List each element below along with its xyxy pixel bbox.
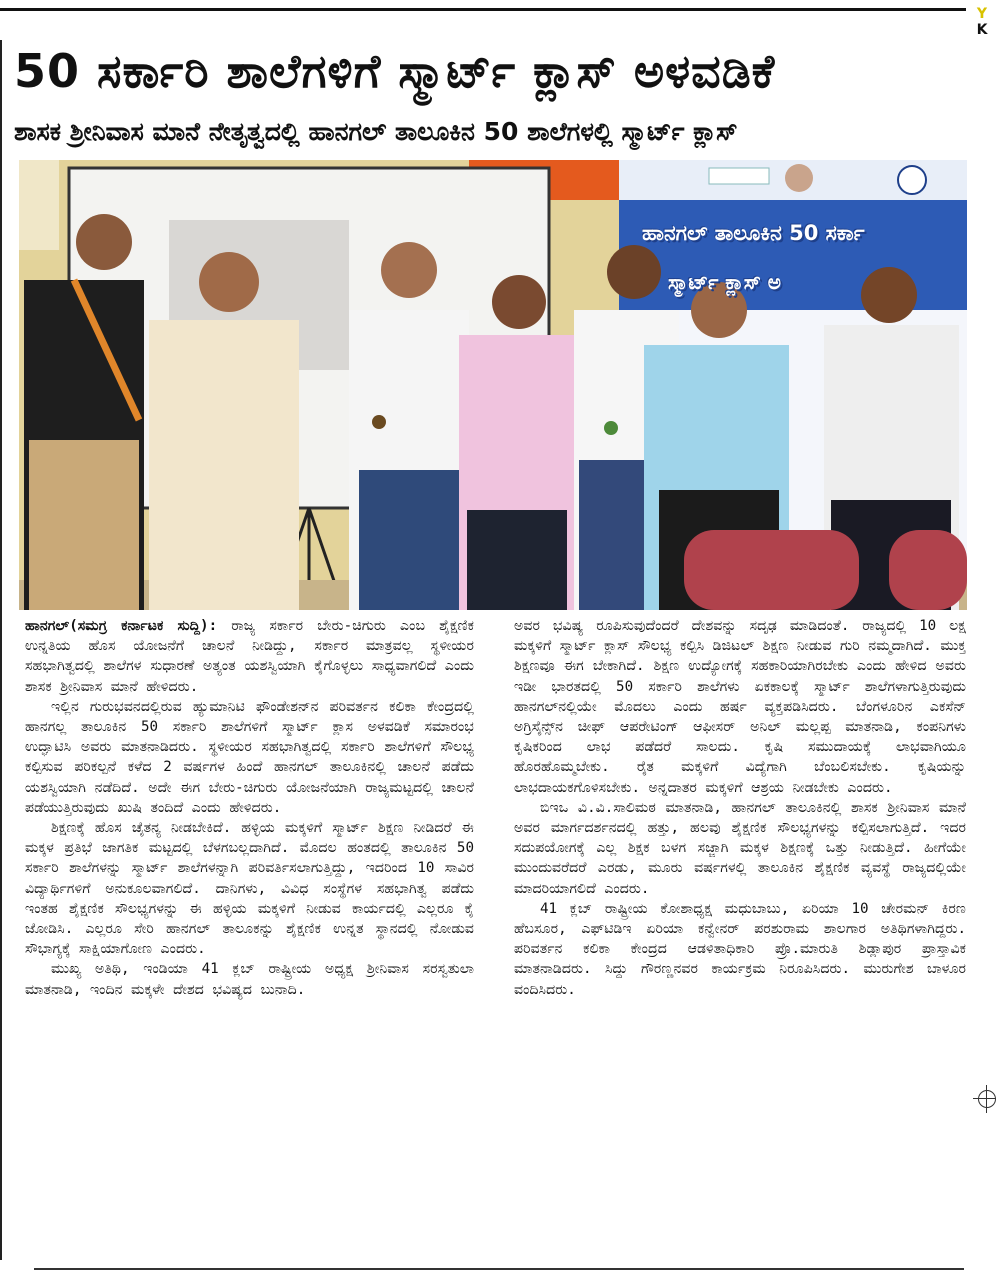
article-column-2 [514, 616, 966, 1261]
bottom-rule [34, 1268, 964, 1270]
dateline: ಹಾನಗಲ್(ಸಮಗ್ರ ಕರ್ನಾಟಕ ಸುದ್ದಿ): [25, 618, 218, 634]
subheadline: ಶಾಸಕ ಶ್ರೀನಿವಾಸ ಮಾನೆ ನೇತೃತ್ವದಲ್ಲಿ ಹಾನಗಲ್ ತಾಲೂಕಿನ 50 ಶಾಲೆಗಳಲ್ಲಿ ಸ್ಮಾರ್ಟ್ ಕ್ಲಾಸ್ [14, 117, 738, 146]
article-paragraph [25, 616, 474, 697]
article-paragraph: ಮುಖ್ಯ ಅತಿಥಿ, ಇಂಡಿಯಾ 41 ಕ್ಲಬ್ ರಾಷ್ಟ್ರೀಯ ಅಧ್ಯಕ್ಷ ಶ್ರೀನಿವಾಸ ಸರಸ್ವತುಲಾ ಮಾತನಾಡಿ, ಇಂದಿನ ಮಕ್ಕಳೇ ದೇಶದ ಭವಿಷ್ಯದ ಬುನಾದಿ. [25, 961, 474, 998]
left-column-rule [0, 40, 2, 1260]
article-paragraph: ಇಲ್ಲಿನ ಗುರುಭವನದಲ್ಲಿರುವ ಹ್ಯುಮಾನಿಟಿ ಫೌಂಡೇಶನ್‌ನ ಪರಿವರ್ತನ ಕಲಿಕಾ ಕೇಂದ್ರದಲ್ಲಿ ಹಾನಗಲ್ಲ ತಾಲೂಕಿನ 50 ಸರ್ಕಾರಿ ಶಾಲೆಗಳಿಗೆ ಸ್ಮಾರ್ಟ್ ಕ್ಲಾಸ ಅಳವಡಿಕೆ ಸಮಾರಂಭ ಉದ್ಘಾಟಿಸಿ ಅವರು ಮಾತನಾಡಿದರು. ಸ್ಥಳೀಯರ ಸಹಭಾಗಿತ್ವದಲ್ಲಿ ಸರ್ಕಾರಿ ಶಾಲೆಗಳಿಗೆ ಸೌಲಭ್ಯ ಕಲ್ಪಿಸುವ ಪರಿಕಲ್ಪನೆ ಕಳೆದ 2 ವರ್ಷಗಳ ಹಿಂದೆ ಹಾನಗಲ್ ತಾಲೂಕಿನಲ್ಲಿ ಚಾಲನೆ ಪಡೆದು ಯಶಸ್ವಿಯಾಗಿ ನಡೆದಿದೆ. ಅದೇ ಈಗ ಬೇರು-ಚಿಗುರು ಯೋಜನೆಯಾಗಿ ರಾಜ್ಯಮಟ್ಟದಲ್ಲಿ ಚಾಲನೆ ಪಡೆಯುತ್ತಿರುವುದು ಖುಷಿ ತಂದಿದೆ ಎಂದು ಹೇಳಿದರು. [25, 698, 474, 816]
top-rule [0, 8, 966, 11]
registration-k: K [976, 22, 988, 38]
registration-y: Y [976, 6, 988, 22]
crosshair-registration-icon [978, 1090, 996, 1108]
article-column-1 [25, 616, 474, 1261]
color-registration-marks [969, 6, 995, 38]
article-paragraph: ಅವರ ಭವಿಷ್ಯ ರೂಪಿಸುವುದೆಂದರೆ ದೇಶವನ್ನು ಸದೃಢ ಮಾಡಿದಂತೆ. ರಾಜ್ಯದಲ್ಲಿ 10 ಲಕ್ಷ ಮಕ್ಕಳಿಗೆ ಸ್ಮಾರ್ಟ್ ಕ್ಲಾಸ್ ಸೌಲಭ್ಯ ಕಲ್ಪಿಸಿ ಡಿಜಿಟಲ್ ಶಿಕ್ಷಣ ನೀಡುವ ಗುರಿ ನಮ್ಮದಾಗಿದೆ. ಮುಕ್ತ ಶಿಕ್ಷಣವೂ ಈಗ ಬೇಕಾಗಿದೆ. ಶಿಕ್ಷಣ ಉದ್ಯೋಗಕ್ಕೆ ಸಹಕಾರಿಯಾಗಿರಬೇಕು ಎಂದು ಹೇಳಿದ ಅವರು ಇಡೀ ಭಾರತದಲ್ಲಿ 50 ಸರ್ಕಾರಿ ಶಾಲೆಗಳು ಏಕಕಾಲಕ್ಕೆ ಸ್ಮಾರ್ಟ್ ಶಾಲೆಗಳಾಗುತ್ತಿರುವುದು ಹಾನಗಲ್‌ನಲ್ಲಿಯೇ ಮೊದಲು ಎಂದು ಹರ್ಷ ವ್ಯಕ್ತಪಡಿಸಿದರು. ಬೆಂಗಳೂರಿನ ಎಕಸೆನ್ ಅಗ್ರಿಸೈನ್ಸ್‌ನ ಚೀಫ್ ಆಪರೇಟಿಂಗ್ ಆಫೀಸರ್ ಅನಿಲ್ ಮಲ್ಲಪ್ಪ ಮಾತನಾಡಿ, ಕಂಪನಿಗಳು ಕೃಷಿಕರಿಂದ ಲಾಭ ಪಡೆದರೆ ಸಾಲದು. ಕೃಷಿ ಸಮುದಾಯಕ್ಕೆ ಲಾಭವಾಗಿಯೂ ಹೊರಹೊಮ್ಮಬೇಕು. ರೈತ ಮಕ್ಕಳಿಗೆ ವಿದ್ಯೆಗಾಗಿ ಬೆಂಬಲಿಸಬೇಕು. ಕೃಷಿಯನ್ನು ಲಾಭದಾಯಕಗೊಳಿಸಬೇಕು. ಅನ್ನದಾತರ ಮಕ್ಕಳಿಗೆ ಆಶ್ರಯ ನೀಡಬೇಕು ಎಂದರು. [514, 618, 966, 796]
article-paragraph: 41 ಕ್ಲಬ್ ರಾಷ್ಟ್ರೀಯ ಕೋಶಾಧ್ಯಕ್ಷ ಮಧುಬಾಬು, ಏರಿಯಾ 10 ಚೇರಮನ್ ಕಿರಣ ಹೆಬಸೂರ, ಎಫ್‌ಟಿಡಿಇ ಏರಿಯಾ ಕನ್ವೇನರ್ ಪರಶುರಾಮ ಶಾಲಗಾರ ಅತಿಥಿಗಳಾಗಿದ್ದರು. ಪರಿವರ್ತನ ಕಲಿಕಾ ಕೇಂದ್ರದ ಆಡಳಿತಾಧಿಕಾರಿ ಪ್ರೊ.ಮಾರುತಿ ಶಿಡ್ಲಾಪುರ ಪ್ರಾಸ್ತಾವಿಕ ಮಾತನಾಡಿದರು. ಸಿದ್ದು ಗೌರಣ್ಣನವರ ಕಾರ್ಯಕ್ರಮ ನಿರೂಪಿಸಿದರು. ಮುರುಗೇಶ ಬಾಳೂರ ವಂದಿಸಿದರು. [514, 900, 966, 998]
banner-title-line2: ಸ್ಮಾರ್ಟ್ ಕ್ಲಾಸ್ ಅ [668, 270, 781, 294]
headline: 50 ಸರ್ಕಾರಿ ಶಾಲೆಗಳಿಗೆ ಸ್ಮಾರ್ಟ್ ಕ್ಲಾಸ್ ಅಳವಡಿಕೆ [14, 44, 776, 98]
article-paragraph: ಶಿಕ್ಷಣಕ್ಕೆ ಹೊಸ ಚೈತನ್ಯ ನೀಡಬೇಕಿದೆ. ಹಳ್ಳಿಯ ಮಕ್ಕಳಿಗೆ ಸ್ಮಾರ್ಟ್ ಶಿಕ್ಷಣ ನೀಡಿದರೆ ಈ ಮಕ್ಕಳ ಪ್ರತಿಭೆ ಜಾಗತಿಕ ಮಟ್ಟದಲ್ಲಿ ಬೆಳಗಬಲ್ಲದಾಗಿದೆ. ಮೊದಲ ಹಂತದಲ್ಲಿ ತಾಲೂಕಿನ 50 ಸರ್ಕಾರಿ ಶಾಲೆಗಳನ್ನು ಸ್ಮಾರ್ಟ್ ಶಾಲೆಗಳನ್ನಾಗಿ ಪರಿವರ್ತಿಸಲಾಗುತ್ತಿದ್ದು, ಇದರಿಂದ 10 ಸಾವಿರ ವಿದ್ಯಾರ್ಥಿಗಳಿಗೆ ಅನುಕೂಲವಾಗಲಿದೆ. ದಾನಿಗಳು, ವಿವಿಧ ಸಂಸ್ಥೆಗಳ ಸಹಭಾಗಿತ್ವ ಪಡೆದು ಇಂತಹ ಶೈಕ್ಷಣಿಕ ಸೌಲಭ್ಯಗಳನ್ನು ಈ ಹಳ್ಳಿಯ ಮಕ್ಕಳಿಗೆ ನೀಡುವ ಕಾರ್ಯದಲ್ಲಿ ಎಲ್ಲರೂ ಕೈ ಜೋಡಿಸಿ. ಎಲ್ಲರೂ ಸೇರಿ ಹಾನಗಲ್ ತಾಲೂಕನ್ನು ಶೈಕ್ಷಣಿಕ ಉನ್ನತ ಸ್ಥಾನದಲ್ಲಿ ನೋಡುವ ಸೌಭಾಗ್ಯಕ್ಕೆ ಸಾಕ್ಷಿಯಾಗೋಣ ಎಂದರು. [25, 820, 474, 958]
paragraph-text: ರಾಜ್ಯ ಸರ್ಕಾರ ಬೇರು-ಚಿಗುರು ಎಂಬ ಶೈಕ್ಷಣಿಕ ಉನ್ನತಿಯ ಹೊಸ ಯೋಜನೆಗೆ ಚಾಲನೆ ನೀಡಿದ್ದು, ಸರ್ಕಾರ ಮಾತ್ರವಲ್ಲ ಸ್ಥಳೀಯರ ಸಹಭಾಗಿತ್ವದಲ್ಲಿ ಶಾಲೆಗಳ ಸುಧಾರಣೆ ಅತ್ಯಂತ ಯಶಸ್ವಿಯಾಗಿ ಕೈಗೊಳ್ಳಲು ಸಾಧ್ಯವಾಗಲಿದೆ ಎಂದು ಶಾಸಕ ಶ್ರೀನಿವಾಸ ಮಾನೆ ಹೇಳಿದರು. [25, 618, 474, 695]
article-paragraph: ಬಿಇಒ ವಿ.ವಿ.ಸಾಲಿಮಠ ಮಾತನಾಡಿ, ಹಾನಗಲ್ ತಾಲೂಕಿನಲ್ಲಿ ಶಾಸಕ ಶ್ರೀನಿವಾಸ ಮಾನೆ ಅವರ ಮಾರ್ಗದರ್ಶನದಲ್ಲಿ ಹತ್ತು, ಹಲವು ಶೈಕ್ಷಣಿಕ ಸೌಲಭ್ಯಗಳನ್ನು ಕಲ್ಪಿಸಲಾಗುತ್ತಿದೆ. ಇದರ ಸದುಪಯೋಗಕ್ಕೆ ಎಲ್ಲ ಶಿಕ್ಷಕ ಬಳಗ ಸಜ್ಜಾಗಿ ಮಕ್ಕಳ ಶಿಕ್ಷಣಕ್ಕೆ ಒತ್ತು ನೀಡುತ್ತಿದೆ. ಹೀಗೆಯೇ ಮುಂದುವರೆದರೆ ಎರಡು, ಮೂರು ವರ್ಷಗಳಲ್ಲಿ ತಾಲೂಕಿನ ಶೈಕ್ಷಣಿಕ ವ್ಯವಸ್ಥೆ ರಾಜ್ಯದಲ್ಲಿಯೇ ಮಾದರಿಯಾಗಲಿದೆ ಎಂದರು. [514, 799, 966, 897]
banner-title-line1: ಹಾನಗಲ್ ತಾಲೂಕಿನ 50 ಸರ್ಕಾ [642, 221, 865, 245]
